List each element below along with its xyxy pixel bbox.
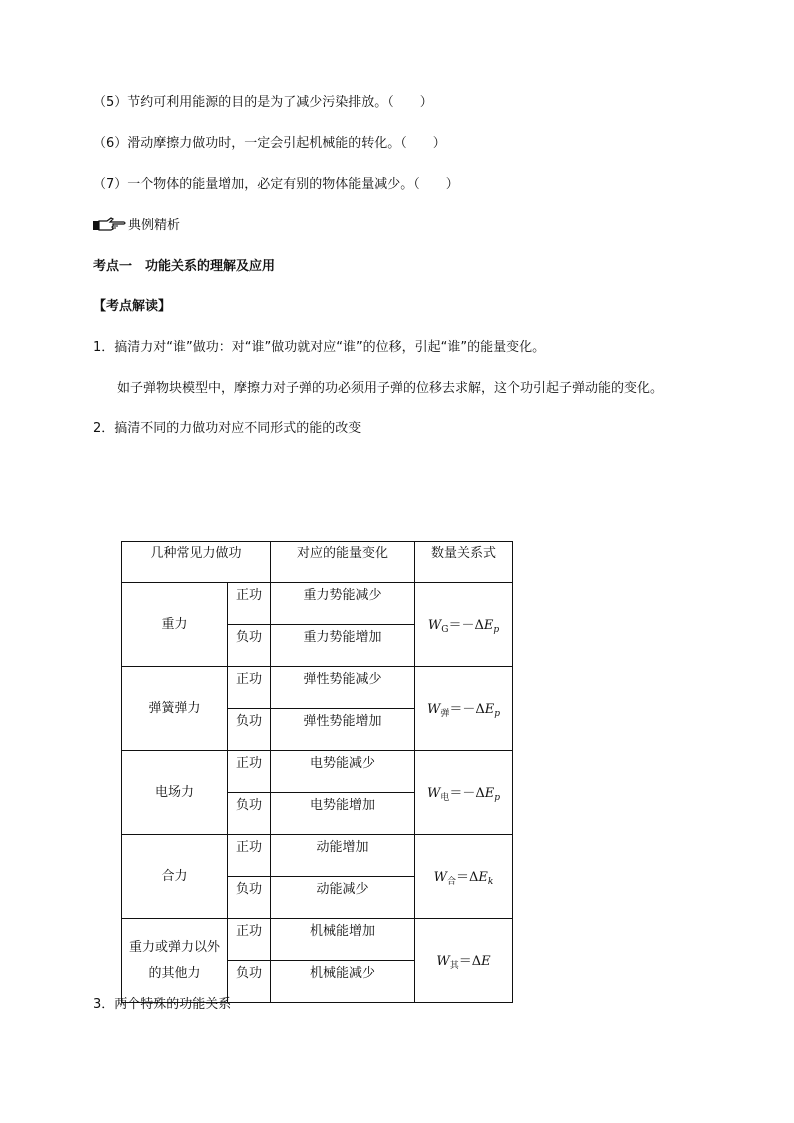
formula-w: W [433,870,448,885]
formula-w-sub: 合 [447,877,457,887]
negative-energy-change: 电势能增加 [271,793,415,835]
formula-w-sub: 电 [440,793,450,803]
formula-rhs: ＝－Δ [449,786,485,801]
work-energy-table [121,541,513,1003]
analysis-label: 【考点解读】 [93,299,172,314]
formula-rhs: ＝Δ [458,954,482,969]
force-name: 重力或弹力以外的其他力 [128,939,220,981]
positive-work-label: 正功 [228,667,271,709]
point-1: 1．搞清力对“谁”做功：对“谁”做功就对应“谁”的位移，引起“谁”的能量变化。 [93,340,546,355]
positive-energy-change: 动能增加 [271,835,415,877]
formula-rhs: ＝－Δ [448,618,484,633]
table-row [122,751,513,793]
formula-e-sub: p [493,625,500,635]
negative-work-label: 负功 [228,625,271,667]
table-row [122,583,513,625]
pointing-hand-icon [93,216,127,238]
formula-e-sub: k [487,877,494,887]
judgment-item-7: （7）一个物体的能量增加，必定有别的物体能量减少。（ ） [93,177,459,192]
point-2: 2．搞清不同的力做功对应不同形式的能的改变 [93,421,362,436]
formula-rhs: ＝Δ [456,870,479,885]
relation-formula [415,667,513,751]
formula-e-sub: p [494,709,501,719]
topic-title: 考点一 功能关系的理解及应用 [93,259,276,274]
formula-e: E [483,618,494,633]
force-name: 重力 [161,616,188,632]
header-relation: 数量关系式 [415,542,513,583]
relation-formula [415,835,513,919]
table-row [122,919,513,961]
force-name: 合力 [161,868,188,884]
negative-work-label: 负功 [228,877,271,919]
negative-energy-change: 机械能减少 [271,961,415,1003]
positive-energy-change: 机械能增加 [271,919,415,961]
header-force: 几种常见力做功 [122,542,271,583]
negative-work-label: 负功 [228,961,271,1003]
formula-e-sub: p [494,793,501,803]
relation-formula [415,751,513,835]
negative-energy-change: 重力势能增加 [271,625,415,667]
positive-energy-change: 弹性势能减少 [271,667,415,709]
table-header-row [122,542,513,583]
formula-e: E [484,786,495,801]
formula-rhs: ＝－Δ [449,702,485,717]
negative-work-label: 负功 [228,793,271,835]
header-energy-change: 对应的能量变化 [271,542,415,583]
formula-e: E [478,870,488,885]
relation-formula [415,919,513,1003]
judgment-item-5: （5）节约可利用能源的目的是为了减少污染排放。（ ） [93,95,433,110]
positive-work-label: 正功 [228,583,271,625]
positive-energy-change: 重力势能减少 [271,583,415,625]
positive-work-label: 正功 [228,751,271,793]
judgment-item-6: （6）滑动摩擦力做功时，一定会引起机械能的转化。（ ） [93,136,446,151]
formula-w: W [426,786,441,801]
negative-energy-change: 弹性势能增加 [271,709,415,751]
section-label: 典例精析 [128,218,181,233]
section-heading [93,216,180,238]
formula-w-sub: 弹 [440,709,450,719]
table-row [122,835,513,877]
formula-e: E [481,954,491,969]
positive-work-label: 正功 [228,835,271,877]
force-name: 弹簧弹力 [148,700,201,716]
force-name: 电场力 [154,784,194,800]
force-cell [122,919,228,1003]
table-row [122,667,513,709]
formula-w: W [426,702,441,717]
point-1-example: 如子弹物块模型中，摩擦力对子弹的功必须用子弹的位移去求解，这个功引起子弹动能的变化。 [117,381,664,396]
point-3: 3．两个特殊的功能关系 [93,997,232,1012]
formula-w-sub: 其 [449,961,459,971]
force-cell [122,667,228,751]
negative-work-label: 负功 [228,709,271,751]
negative-energy-change: 动能减少 [271,877,415,919]
positive-energy-change: 电势能减少 [271,751,415,793]
formula-e: E [484,702,495,717]
positive-work-label: 正功 [228,919,271,961]
force-cell [122,583,228,667]
relation-formula [415,583,513,667]
force-cell [122,835,228,919]
formula-w: W [436,954,450,969]
formula-w: W [427,618,442,633]
force-cell [122,751,228,835]
formula-w-sub: G [441,625,449,635]
